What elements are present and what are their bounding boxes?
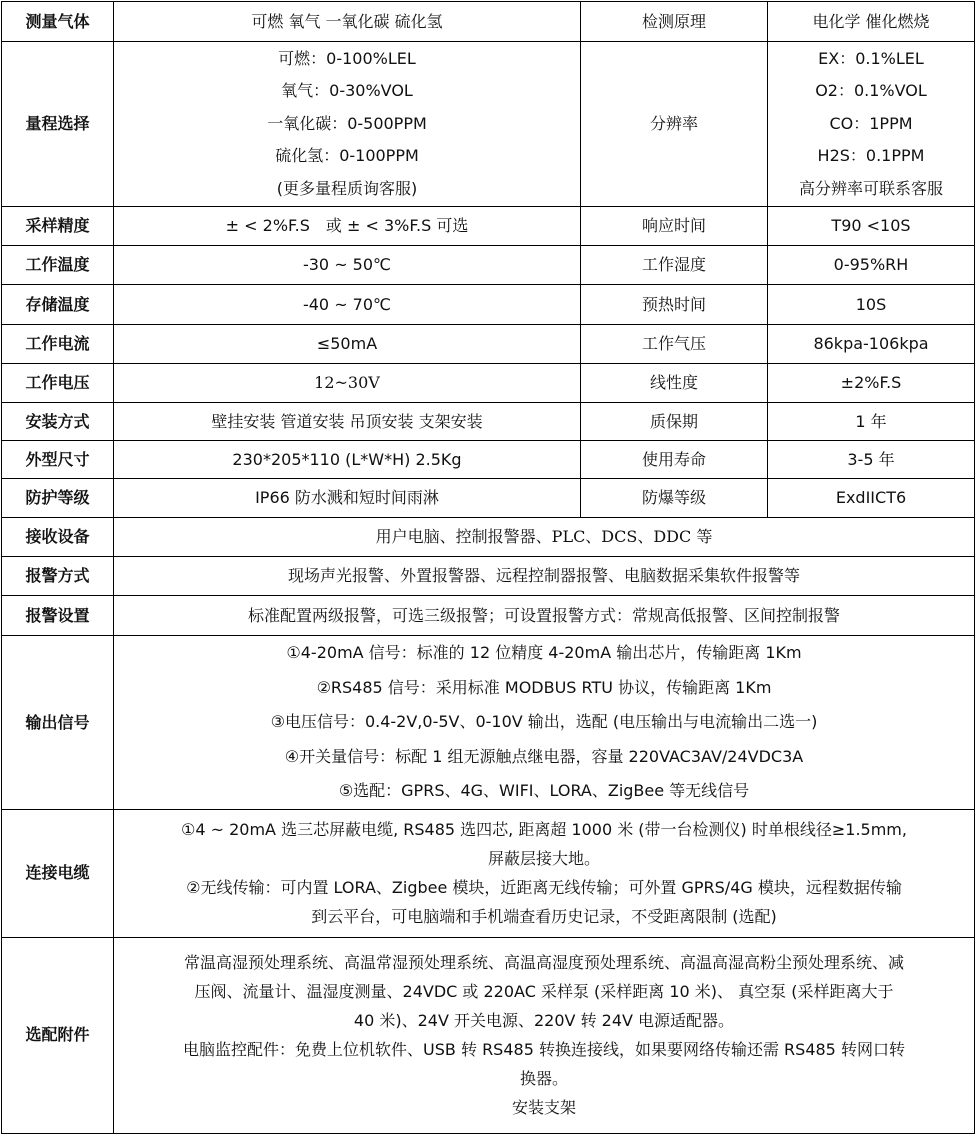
range-line: 可燃：0-100%LEL xyxy=(278,48,416,68)
accessory-line: 压阀、流量计、温湿度测量、24VDC 或 220AC 采样泵 (采样距离 10 米)、 真空泵 (采样距离大于 xyxy=(194,982,894,1001)
row-value-2: ±2%F.S xyxy=(768,364,975,403)
row-label: 报警方式 xyxy=(2,557,114,596)
row-value: ≤50mA xyxy=(114,325,581,364)
table-row xyxy=(2,479,975,518)
row-label: 输出信号 xyxy=(2,636,114,810)
table-row xyxy=(2,557,975,596)
row-value-2: T90 <10S xyxy=(768,207,975,246)
row-label: 工作电流 xyxy=(2,325,114,364)
row-label: 报警设置 xyxy=(2,596,114,636)
row-label: 采样精度 xyxy=(2,207,114,246)
row-label: 工作温度 xyxy=(2,246,114,285)
row-label: 防护等级 xyxy=(2,479,114,518)
accessory-line: 换器。 xyxy=(519,1069,568,1088)
row-label: 工作电压 xyxy=(2,364,114,403)
alarm-setting-value: 标准配置两级报警，可选三级报警；可设置报警方式：常规高低报警、区间控制报警 xyxy=(114,596,975,636)
row-value-2: 3-5 年 xyxy=(768,441,975,479)
row-value-2: 10S xyxy=(768,285,975,325)
table-row xyxy=(2,364,975,403)
table-row xyxy=(2,518,975,557)
table-row xyxy=(2,2,975,42)
range-line: 氧气：0-30%VOL xyxy=(281,81,413,101)
row-value: -30 ~ 50℃ xyxy=(114,246,581,285)
row-value-2: ExdIICT6 xyxy=(768,479,975,518)
range-values xyxy=(114,42,581,207)
row-label-2: 预热时间 xyxy=(581,285,768,325)
output-line: ②RS485 信号：采用标准 MODBUS RTU 协议，传输距离 1Km xyxy=(316,677,772,697)
output-line: ①4-20mA 信号：标准的 12 位精度 4-20mA 输出芯片，传输距离 1Km xyxy=(286,643,802,662)
cable-line: ①4 ~ 20mA 选三芯屏蔽电缆, RS485 选四芯, 距离超 1000 米 (带一台检测仪) 时单根线径≥1.5mm, xyxy=(181,820,907,839)
output-line: ④开关量信号：标配 1 组无源触点继电器，容量 220VAC3AV/24VDC3A xyxy=(284,746,804,766)
accessory-line: 电脑监控配件：免费上位机软件、USB 转 RS485 转换连接线，如果要网络传输还需 RS485 转网口转 xyxy=(183,1040,905,1059)
row-label: 量程选择 xyxy=(2,42,114,207)
row-value: 12~30V xyxy=(114,364,581,403)
row-label: 存储温度 xyxy=(2,285,114,325)
accessory-line: 常温高湿预处理系统、高温常湿预处理系统、高温高湿度预处理系统、高温高湿高粉尘预处理系统、减 xyxy=(183,953,904,972)
table-row xyxy=(2,207,975,246)
range-line: 硫化氢：0-100PPM xyxy=(275,146,419,166)
resolution-line: EX：0.1%LEL xyxy=(818,48,924,68)
spec-table xyxy=(1,1,975,1134)
cable-line: ②无线传输：可内置 LORA、Zigbee 模块，近距离无线传输；可外置 GPRS/4G 模块，远程数据传输 xyxy=(186,878,902,897)
row-value: -40 ~ 70℃ xyxy=(114,285,581,325)
resolution-line: O2：0.1%VOL xyxy=(815,81,927,101)
output-values xyxy=(114,636,975,810)
cable-line: 到云平台，可电脑端和手机端查看历史记录，不受距离限制 (选配) xyxy=(311,907,777,926)
row-value-2: 1 年 xyxy=(768,403,975,441)
row-label: 测量气体 xyxy=(2,2,114,42)
accessories-values xyxy=(114,937,975,1133)
row-label: 连接电缆 xyxy=(2,809,114,937)
alarm-mode-value: 现场声光报警、外置报警器、远程控制器报警、电脑数据采集软件报警等 xyxy=(114,557,975,596)
output-line: ⑤选配：GPRS、4G、WIFI、LORA、ZigBee 等无线信号 xyxy=(338,781,750,800)
accessory-line: 安装支架 xyxy=(511,1098,576,1117)
row-value-2: 86kpa-106kpa xyxy=(768,325,975,364)
table-row xyxy=(2,809,975,937)
row-label-2: 工作气压 xyxy=(581,325,768,364)
table-row xyxy=(2,596,975,636)
table-row xyxy=(2,285,975,325)
row-label-2: 工作湿度 xyxy=(581,246,768,285)
table-row xyxy=(2,937,975,1133)
table-row xyxy=(2,403,975,441)
row-label: 安装方式 xyxy=(2,403,114,441)
row-label-2: 线性度 xyxy=(581,364,768,403)
gases-value: 可燃 氧气 一氧化碳 硫化氢 xyxy=(114,2,581,42)
receiving-value: 用户电脑、控制报警器、PLC、DCS、DDC 等 xyxy=(114,518,975,557)
table-row xyxy=(2,325,975,364)
resolution-line: 高分辨率可联系客服 xyxy=(798,178,943,198)
resolution-line: H2S：0.1PPM xyxy=(817,146,925,166)
row-label-2: 使用寿命 xyxy=(581,441,768,479)
resolution-values xyxy=(768,42,975,207)
row-value: ± < 2%F.S 或 ± < 3%F.S 可选 xyxy=(114,207,581,246)
principle-value: 电化学 催化燃烧 xyxy=(768,2,975,42)
principle-label: 检测原理 xyxy=(581,2,768,42)
resolution-line: CO：1PPM xyxy=(829,113,913,133)
table-row xyxy=(2,42,975,207)
resolution-label: 分辨率 xyxy=(581,42,768,207)
row-value-2: 0-95%RH xyxy=(768,246,975,285)
range-line: (更多量程质询客服) xyxy=(276,178,418,198)
table-row xyxy=(2,246,975,285)
row-label: 接收设备 xyxy=(2,518,114,557)
row-label: 外型尺寸 xyxy=(2,441,114,479)
row-label-2: 响应时间 xyxy=(581,207,768,246)
cable-values xyxy=(114,809,975,937)
row-label-2: 质保期 xyxy=(581,403,768,441)
row-value: 壁挂安装 管道安装 吊顶安装 支架安装 xyxy=(114,403,581,441)
row-value: IP66 防水溅和短时间雨淋 xyxy=(114,479,581,518)
row-label-2: 防爆等级 xyxy=(581,479,768,518)
accessory-line: 40 米)、24V 开关电源、220V 转 24V 电源适配器。 xyxy=(353,1011,735,1030)
row-label: 选配附件 xyxy=(2,937,114,1133)
table-row xyxy=(2,636,975,810)
row-value: 230*205*110 (L*W*H) 2.5Kg xyxy=(114,441,581,479)
output-line: ③电压信号：0.4-2V,0-5V、0-10V 输出，选配 (电压输出与电流输出二选一) xyxy=(270,712,818,731)
cable-line: 屏蔽层接大地。 xyxy=(487,849,600,868)
table-row xyxy=(2,441,975,479)
range-line: 一氧化碳：0-500PPM xyxy=(267,113,427,133)
